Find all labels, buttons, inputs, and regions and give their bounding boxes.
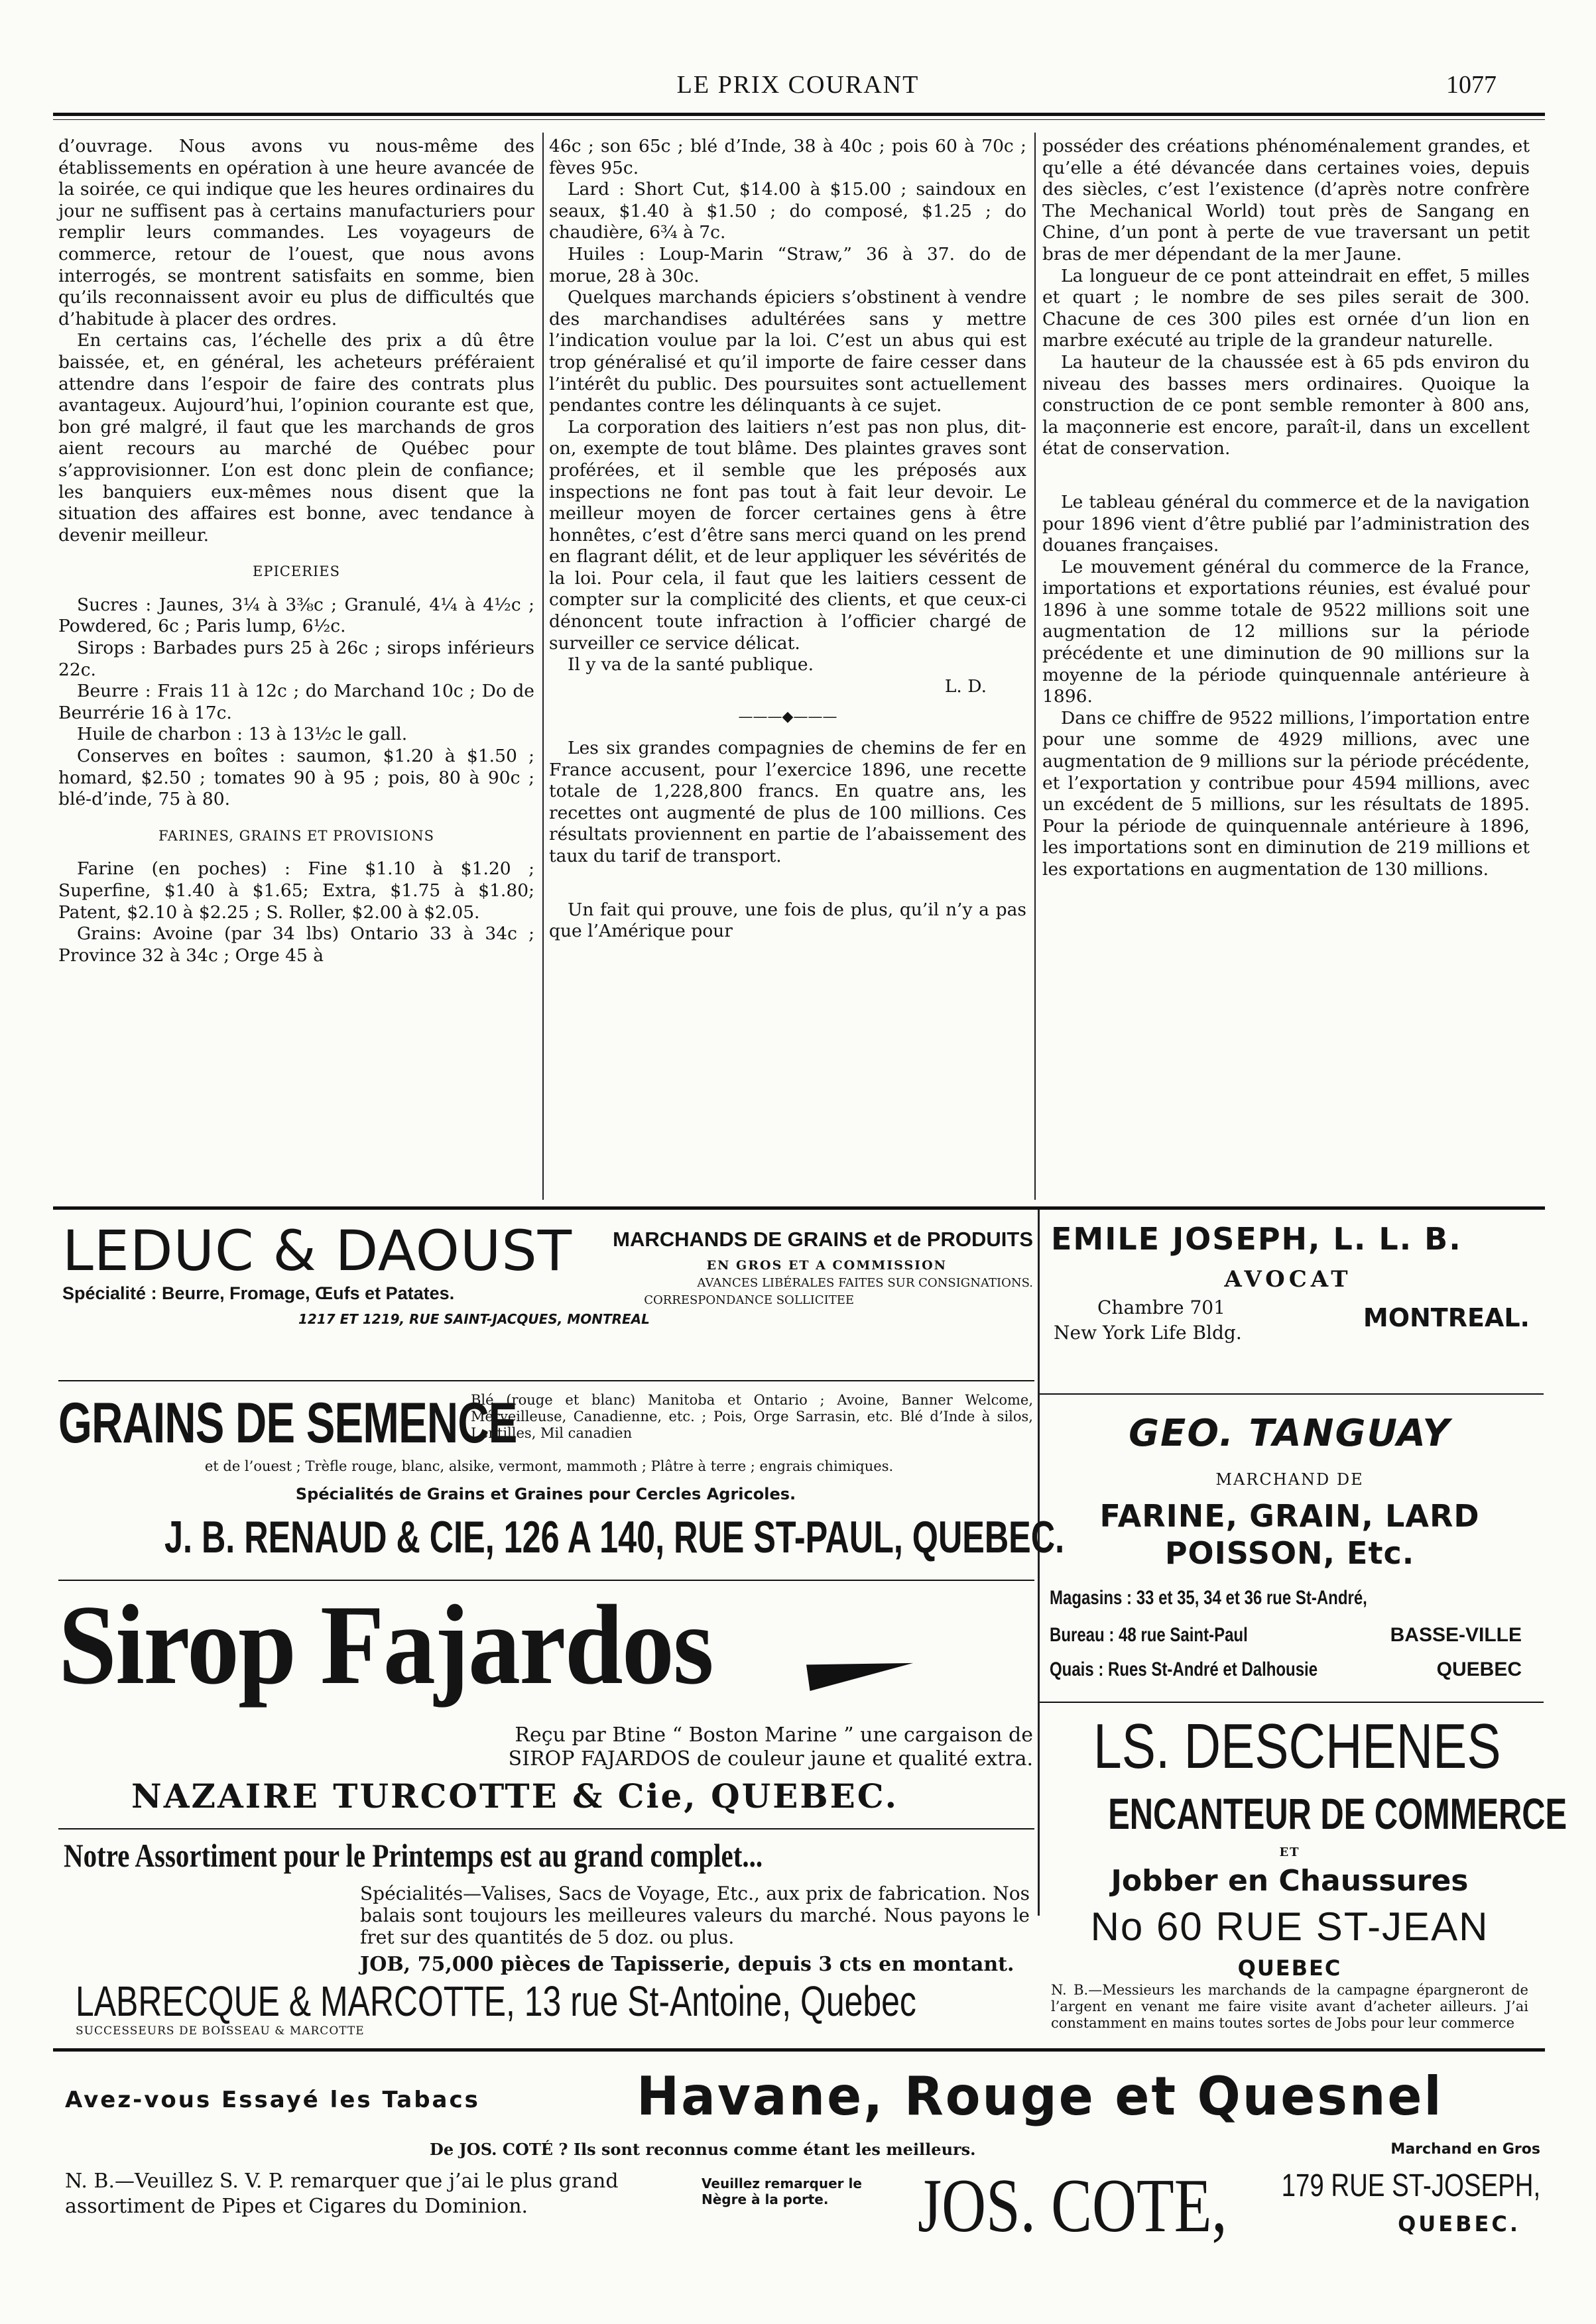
column-3 — [1042, 136, 1530, 881]
price-item-sucres: Sucres : Jaunes, 3¼ à 3⅜c ; Granulé, 4¼ à 4½c ; Powdered, 6c ; Paris lump, 6½c. — [58, 594, 534, 637]
publication-title: LE PRIX COURANT — [676, 71, 920, 99]
ad-leduc-daoust — [58, 1218, 1033, 1377]
ad-renaud-desc2: et de l’ouest ; Trèfle rouge, blanc, alsike, vermont, mammoth ; Plâtre à terre ; engrais chimiques. — [204, 1458, 894, 1474]
ad-labrecque-job: JOB, 75,000 pièces de Tapisserie, depuis 3 cts en montant. — [360, 1953, 1014, 1976]
ad-renaud-specialites: Spécialités de Grains et Graines pour Cercles Agricoles. — [295, 1485, 796, 1503]
ad-separator — [1040, 1393, 1544, 1395]
ad-leduc-line3: CORRESPONDANCE SOLLICITEE — [644, 1293, 854, 1307]
article-paragraph: d’ouvrage. Nous avons vu nous-même des établissements en opération à une heure avancée de la soirée, ce qui indique que les heures ordinaires du jour ne suffisent pas à certains manufacturiers pour remplir leurs commandes. Les voyageurs de commerce, retour de l’ouest, que nous avons interrogés, se montrent satisfaits en somme, bien qu’ils reconnaissent avoir eu plus de difficultés que d’habitude à placer des ordres. — [58, 136, 534, 329]
page-header — [0, 66, 1596, 106]
ad-labrecque-specialites: Spécialités—Valises, Sacs de Voyage, Etc., aux prix de fabrication. Nos balais sont toujours les meilleures valeurs du marché. Nous payons le fret sur des quantités de 5 doz. ou plus. — [360, 1883, 1030, 1948]
ad-cote-city: QUEBEC. — [1398, 2211, 1520, 2237]
ad-tanguay-bureau-right: BASSE-VILLE — [1390, 1624, 1522, 1646]
ad-deschenes-name: LS. DESCHENES — [1093, 1711, 1501, 1782]
price-item-beurre: Beurre : Frais 11 à 12c ; do Marchand 10c ; Do de Beurrérie 16 à 17c. — [58, 681, 534, 723]
column-2 — [549, 136, 1026, 943]
ad-deschenes-title: ENCANTEUR DE COMMERCE — [1108, 1789, 1567, 1838]
price-item-huile: Huile de charbon : 13 à 13½c le gall. — [77, 724, 408, 745]
ads-top-rule — [53, 1206, 1545, 1210]
price-item-grains: Grains: Avoine (par 34 lbs) Ontario 33 à 34c ; Province 32 à 34c ; Orge 45 à — [58, 923, 534, 966]
ad-leduc-specialite: Spécialité : Beurre, Fromage, Œufs et Patates. — [62, 1283, 455, 1303]
article-paragraph: La hauteur de la chaussée est à 65 pds environ du niveau des basses mers ordinaires. Quoique la construction de ce pont semble remonter à 800 ans, la maçonnerie est encore, paraît-il, dans un excellent état de conservation. — [1042, 351, 1530, 459]
article-paragraph: Le tableau général du commerce et de la navigation pour 1896 vient d’être publié par l’administration des douanes françaises. — [1042, 491, 1530, 556]
ad-emile-building: New York Life Bldg. — [1054, 1322, 1242, 1344]
ad-deschenes — [1044, 1710, 1567, 2042]
ad-renaud-headline: GRAINS DE SEMENCE — [58, 1391, 517, 1455]
ad-emile-city: MONTREAL. — [1363, 1303, 1530, 1332]
ad-deschenes-jobber: Jobber en Chaussures — [1111, 1864, 1469, 1898]
article-paragraph: Les six grandes compagnies de chemins de fer en France accusent, pour l’exercice 1896, une recette totale de 1,228,800 francs. En quatre ans, les recettes ont augmenté de plus de 100 millions. Ces résultats proviennent en partie de l’abaissement des taux du tarif de transport. — [549, 738, 1026, 866]
price-item-grains-cont: 46c ; son 65c ; blé d’Inde, 38 à 40c ; pois 60 à 70c ; fèves 95c. — [549, 136, 1026, 178]
ad-labrecque-successors: SUCCESSEURS DE BOISSEAU & MARCOTTE — [76, 2024, 365, 2038]
ad-sirop-line2: SIROP FAJARDOS de couleur jaune et qualité extra. — [508, 1747, 1033, 1771]
ad-cote-nb: N. B.—Veuillez S. V. P. remarquer que j’ai le plus grand assortiment de Pipes et Cigares du Dominion. — [65, 2170, 619, 2218]
price-item-sirops: Sirops : Barbades purs 25 à 26c ; sirops inférieurs 22c. — [58, 638, 534, 680]
ad-tanguay-quais-right: QUEBEC — [1436, 1658, 1522, 1680]
article-paragraph: Le mouvement général du commerce de la France, importations et exportations réunies, est évalué pour 1896 à une somme totale de 9522 millions soit une augmentation de 12 millions sur la période précédente et une diminution de 90 millions sur la moyenne de la période quinquennale antérieure à 1896. — [1042, 556, 1530, 707]
ad-renaud-address: J. B. RENAUD & CIE, 126 A 140, RUE ST-PAUL, QUEBEC. — [164, 1512, 1065, 1562]
ad-deschenes-address: No 60 RUE ST-JEAN — [1090, 1904, 1489, 1949]
article-paragraph: posséder des créations phénoménalement grandes, et qu’elle a été dévancée dans certaines voies, depuis des siècles, c’est l’existence (d’après notre confrère The Mechanical World) tout près de Sangang en Chine, d’un pont à perte de vue traversant un petit bras de mer dépendant de la mer Jaune. — [1042, 136, 1530, 264]
ad-renaud-desc1: Blé (rouge et blanc) Manitoba et Ontario ; Avoine, Banner Welcome, Mérveilleuse, Canadienne, etc. ; Pois, Orge Sarrasin, etc. Blé d’Inde à silos, Lentilles, Mil canadien — [471, 1392, 1033, 1441]
ad-labrecque-company: LABRECQUE & MARCOTTE, 13 rue St-Antoine, Quebec — [76, 1977, 916, 2025]
header-rule — [53, 113, 1545, 116]
article-paragraph: Quelques marchands épiciers s’obstinent à vendre des marchandises adultérées sans y mettre l’indication voulue par la loi. C’est un abus qui est trop généralisé et qu’il importe de faire cesser dans l’intérêt du public. Des poursuites sont actuellement pendantes contre les délinquants à ce sujet. — [549, 287, 1026, 416]
ad-separator — [1040, 1702, 1544, 1703]
article-paragraph: Un fait qui prouve, une fois de plus, qu’il n’y a pas que l’Amérique pour — [549, 899, 1026, 942]
price-item-conserves: Conserves en boîtes : saumon, $1.20 à $1.50 ; homard, $2.50 ; tomates 90 à 95 ; pois, 80 à 90c ; blé-d’inde, 75 à 80. — [58, 746, 534, 810]
ad-tanguay-goods1: FARINE, GRAIN, LARD — [1099, 1498, 1480, 1534]
ad-tanguay-bureau: Bureau : 48 rue Saint-Paul — [1050, 1624, 1248, 1646]
section-heading-farines: FARINES, GRAINS ET PROVISIONS — [158, 827, 435, 844]
column-divider — [1034, 133, 1036, 1200]
article-paragraph: En certains cas, l’échelle des prix a dû être baissée, et, en général, les acheteurs préféraient attendre dans l’espoir de faire des contrats plus avantageux. Aujourd’hui, l’opinion courante est que, bon gré malgré, il faut que les marchands de gros aient recours au marché de Québec pour s’approvisionner. L’on est donc plein de confiance; les banquiers eux-mêmes nous disent que la situation des affaires est bonne, avec tendance à devenir meilleur. — [58, 330, 534, 546]
price-item-huiles: Huiles : Loup-Marin “Straw,” 36 à 37. do de morue, 28 à 30c. — [549, 243, 1026, 286]
spacer — [1042, 460, 1530, 492]
spacer — [549, 868, 1026, 900]
ad-tanguay-name: GEO. TANGUAY — [1129, 1412, 1451, 1455]
ad-cote-remarquer: Veuillez remarquer le Nègre à la porte. — [702, 2176, 862, 2207]
ad-cote-brands: Havane, Rouge et Quesnel — [637, 2065, 1443, 2127]
ad-cote-gros: Marchand en Gros — [1390, 2141, 1540, 2158]
ad-separator — [58, 1828, 1034, 1830]
ad-leduc-tagline: MARCHANDS DE GRAINS et de PRODUITS — [613, 1228, 1033, 1251]
price-item-farine: Farine (en poches) : Fine $1.10 à $1.20 ; Superfine, $1.40 à $1.65; Extra, $1.75 à $1.80; Patent, $2.10 à $2.25 ; S. Roller, $2.00 à $2.05. — [58, 858, 534, 923]
article-paragraph: La corporation des laitiers n’est pas non plus, dit-on, exempte de tout blâme. Des plaintes graves sont proférées, et il semble que les préposés aux inspections ne font pas tout à fait leur devoir. Le meilleur moyen de forcer certaines gens à être honnêtes, c’est d’être sans merci quand on les prend en flagrant délit, et de leur appliquer les sévérités de la loi. Pour cela, il faut que les laitiers cessent de compter sur la complicité des clients, et que ceux-ci dénoncent toute infraction à l’officier chargé de surveiller ce service délicat. — [549, 416, 1026, 654]
ad-sirop-headline: Sirop Fajardos — [58, 1582, 713, 1708]
ad-labrecque-headline: Notre Assortiment pour le Printemps est au grand complet... — [64, 1837, 763, 1874]
ad-leduc-name: LEDUC & DAOUST — [62, 1218, 573, 1283]
ad-tanguay-goods2: POISSON, Etc. — [1164, 1535, 1415, 1571]
ad-cote-prefix: Avez-vous Essayé les Tabacs — [65, 2087, 480, 2113]
article-paragraph: La longueur de ce pont atteindrait en effet, 5 milles et quart ; le nombre de ses piles serait de 300. Chacune de ces 300 piles est ornée d’un lion en marbre exécuté au triple de la grandeur naturelle. — [1042, 265, 1530, 351]
header-rule-thin — [53, 119, 1545, 120]
ornament-divider: ———◆——— — [738, 709, 837, 726]
ad-leduc-address: 1217 ET 1219, RUE SAINT-JACQUES, MONTREAL — [298, 1311, 650, 1327]
ad-tanguay-role: MARCHAND DE — [1215, 1470, 1364, 1489]
ad-sirop-company: NAZAIRE TURCOTTE & Cie, QUEBEC. — [131, 1776, 899, 1816]
ad-deschenes-et: ET — [1279, 1845, 1300, 1859]
ad-leduc-line1: EN GROS ET A COMMISSION — [706, 1258, 947, 1273]
page-number: 1077 — [1446, 71, 1497, 99]
article-paragraph: Il y va de la santé publique. — [568, 654, 814, 675]
ad-sirop-line1: Reçu par Btine “ Boston Marine ” une cargaison de — [515, 1723, 1033, 1747]
ad-emile-chambre: Chambre 701 — [1097, 1297, 1225, 1318]
article-signature: L. D. — [944, 675, 987, 697]
price-item-lard: Lard : Short Cut, $14.00 à $15.00 ; saindoux en seaux, $1.40 à $1.50 ; do composé, $1.25 ; do chaudière, 6¾ à 7c. — [549, 179, 1026, 243]
ad-sirop-fajardos — [58, 1584, 1033, 1830]
ad-tanguay-quais: Quais : Rues St-André et Dalhousie — [1050, 1658, 1318, 1680]
ad-emile-name: EMILE JOSEPH, L. L. B. — [1051, 1221, 1462, 1257]
ads-bottom-rule — [53, 2048, 1545, 2052]
ad-deschenes-city: QUEBEC — [1237, 1955, 1342, 1981]
ad-leduc-line2: AVANCES LIBÉRALES FAITES SUR CONSIGNATIONS. — [697, 1276, 1033, 1290]
ad-deschenes-note: N. B.—Messieurs les marchands de la campagne épargneront de l’argent en venant me faire visite avant d’acheter ailleurs. J’ai constamment en mains toutes sortes de Jobs pour leur commerce — [1051, 1982, 1528, 2031]
ad-cote-name: JOS. COTE, — [918, 2164, 1227, 2248]
ad-tanguay-magasins: Magasins : 33 et 35, 34 et 36 rue St-André, — [1050, 1587, 1367, 1609]
ad-separator — [58, 1380, 1034, 1381]
ad-cote-line: De JOS. COTÉ ? Ils sont reconnus comme étant les meilleurs. — [430, 2140, 976, 2159]
ad-jos-cote — [58, 2055, 1547, 2280]
ad-emile-joseph — [1044, 1220, 1542, 1385]
column-divider — [542, 133, 544, 1200]
ad-emile-title: AVOCAT — [1224, 1266, 1352, 1293]
ad-labrecque-marcotte — [58, 1836, 1033, 2038]
section-heading-epiceries: EPICERIES — [253, 563, 340, 580]
ad-tanguay — [1044, 1399, 1542, 1697]
ad-renaud — [58, 1385, 1065, 1578]
pointing-hand-icon — [806, 1650, 915, 1691]
article-paragraph: Dans ce chiffre de 9522 millions, l’importation entre pour une somme de 4929 millions, avec une augmentation de 9 millions sur la période précédente, et l’exportation y contribue pour 4594 millions, avec un excédent de 5 millions, sur les résultats de 1895. Pour la période de quinquennale antérieure à 1896, les importations sont en diminution de 219 millions et les exportations en augmentation de 130 millions. — [1042, 707, 1530, 880]
column-1 — [58, 136, 534, 966]
ad-cote-address: 179 RUE ST-JOSEPH, — [1281, 2168, 1540, 2203]
